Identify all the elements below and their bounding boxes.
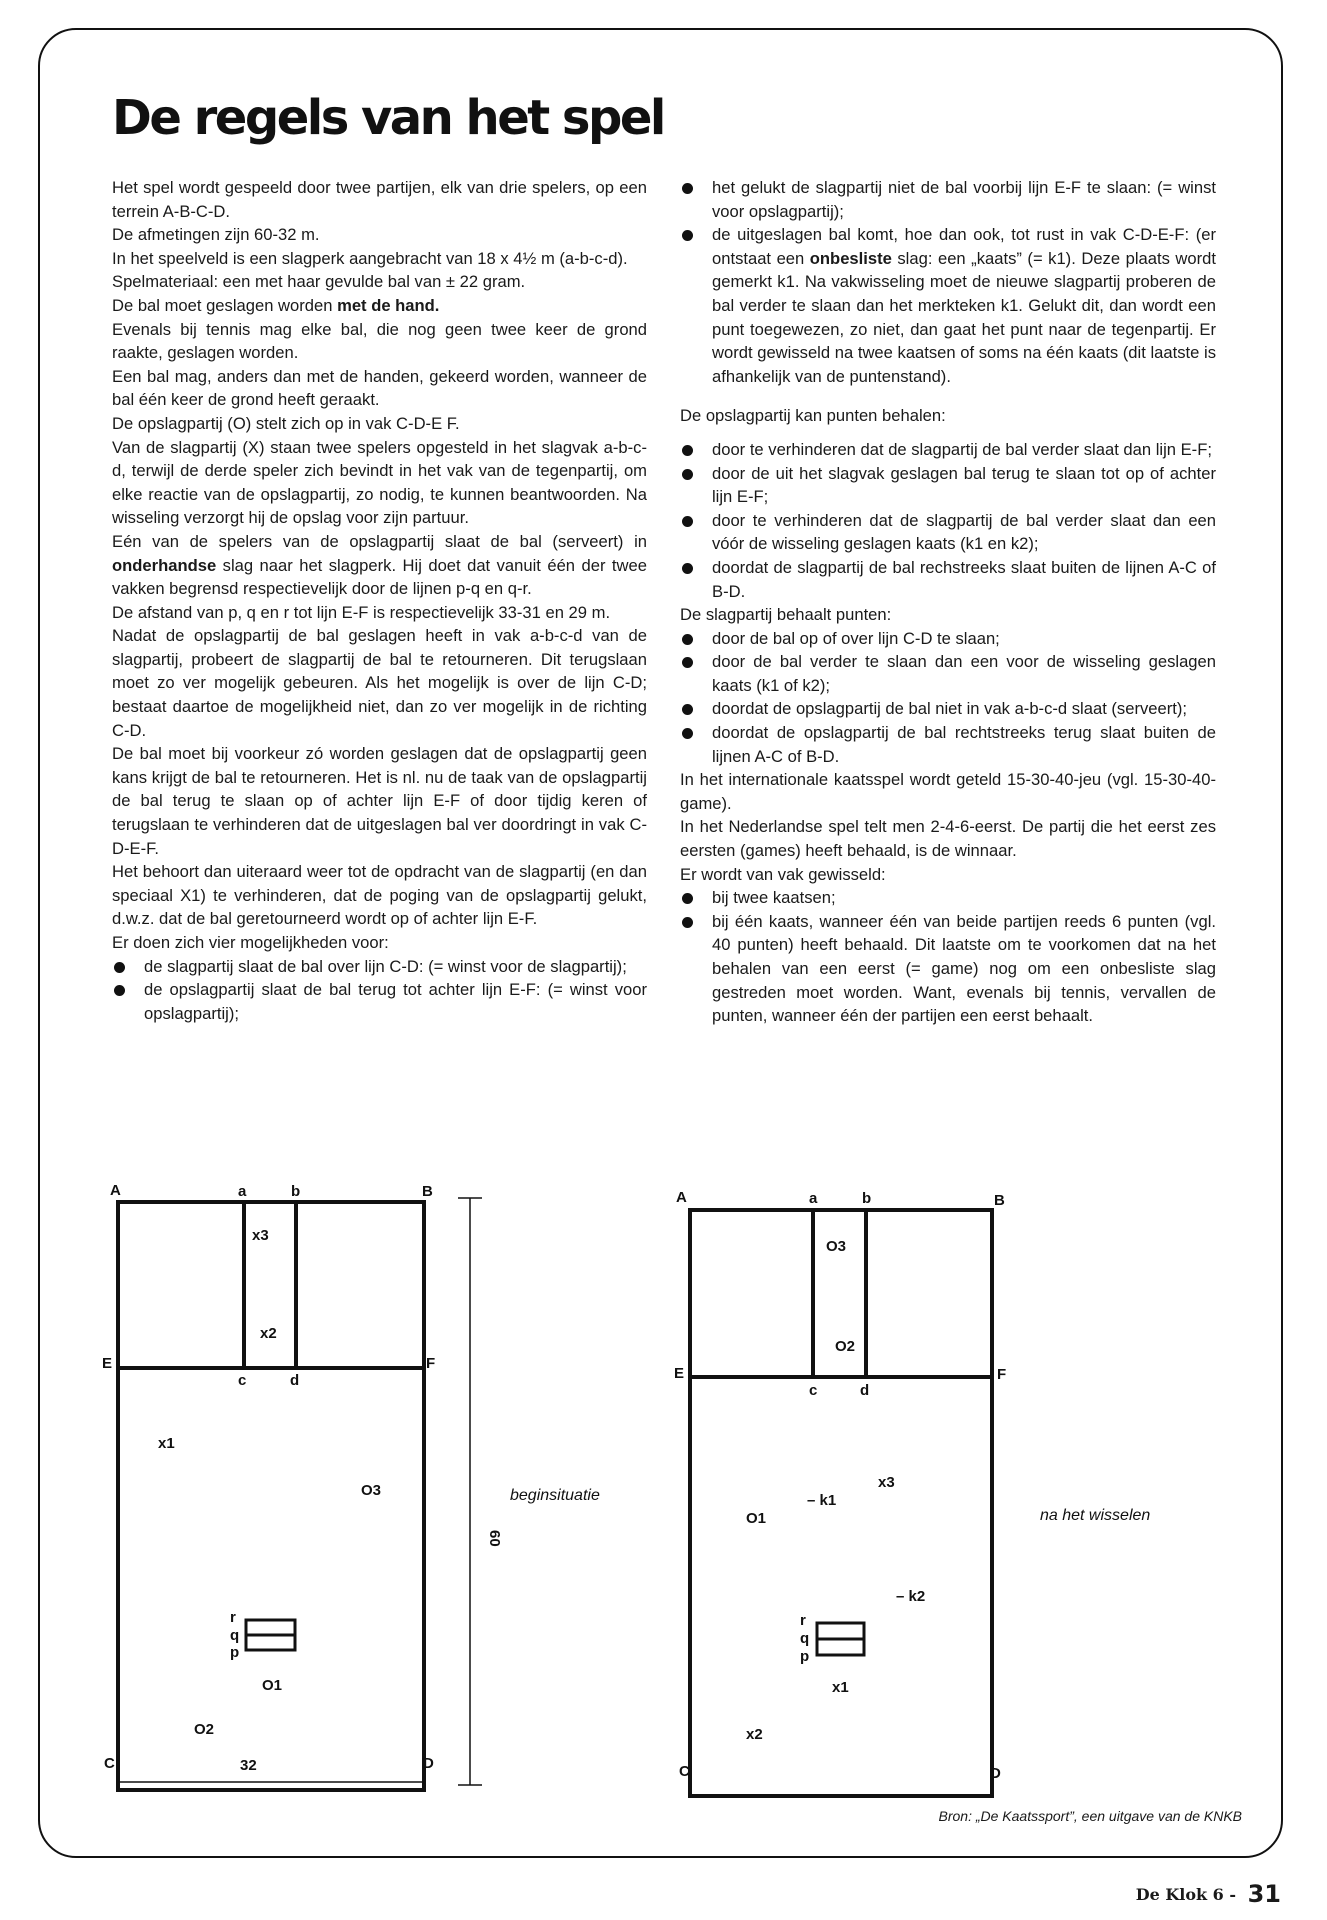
paragraph: Er wordt van vak gewisseld: bbox=[680, 864, 886, 884]
player-marker: x2 bbox=[260, 1325, 277, 1342]
paragraph: In het Nederlandse spel telt men 2-4-6-eerst. De partij die het eerst zes eersten (games) heeft behaald, is de winnaar. bbox=[680, 817, 1216, 861]
footer-separator: - bbox=[1229, 1885, 1237, 1904]
serve-line-label: p bbox=[230, 1644, 240, 1661]
corner-label: C bbox=[104, 1755, 115, 1772]
paragraph-hand-rule bbox=[112, 294, 647, 318]
serve-line-label: r bbox=[800, 1612, 806, 1629]
corner-label: A bbox=[676, 1189, 687, 1206]
page-title: De regels van het spel bbox=[112, 90, 664, 146]
emphasis-onderhandse: onderhandse bbox=[112, 555, 217, 575]
serve-line-label: p bbox=[800, 1648, 810, 1665]
left-column bbox=[112, 176, 647, 1025]
width-label: 32 bbox=[240, 1757, 257, 1774]
spacer bbox=[680, 428, 1216, 438]
corner-label: D bbox=[423, 1755, 434, 1772]
paragraph: Er doen zich vier mogelijkheden voor: bbox=[112, 933, 389, 952]
bullet-list bbox=[680, 176, 1216, 388]
paragraph: Een bal mag, anders dan met de handen, gekeerd worden, wanneer de bal één keer de grond heeft geraakt. bbox=[112, 366, 647, 410]
corner-label: C bbox=[679, 1763, 690, 1780]
list-item: door de bal op of over lijn C-D te slaan; bbox=[680, 627, 1216, 651]
list-item: door te verhinderen dat de slagpartij de bal verder slaat dan een vóór de wisseling geslagen kaats (k1 en k2); bbox=[680, 509, 1216, 556]
bullet-list bbox=[680, 438, 1216, 603]
emphasis-onbesliste: onbesliste bbox=[809, 248, 892, 268]
corner-label: D bbox=[990, 1765, 1001, 1782]
player-marker: O2 bbox=[194, 1721, 215, 1738]
text: Eén van de spelers van de opslagpartij slaat de bal (serveert) in bbox=[112, 531, 647, 551]
player-marker: x1 bbox=[158, 1435, 175, 1452]
spacer bbox=[680, 388, 1216, 404]
list-item: door de bal verder te slaan dan een voor de wisseling geslagen kaats (k1 of k2); bbox=[680, 650, 1216, 697]
right-column bbox=[680, 176, 1216, 1028]
player-marker: x3 bbox=[878, 1474, 895, 1491]
text: De bal moet geslagen worden bbox=[112, 295, 338, 315]
length-label: 60 bbox=[486, 1530, 503, 1547]
box-letter: d bbox=[860, 1382, 870, 1399]
text: de uitgeslagen bal komt, hoe dan ook, tot rust in vak C-D-E-F: (er ontstaat een bbox=[712, 225, 1216, 268]
text: slag: een „kaats” (= k1). Deze plaats wordt gemerkt k1. Na vakwisseling moet de nieuwe slagpartij proberen de bal verder te slaan dan het merkteken k1. Gelukt dit, dan wordt een punt toegewezen, zo niet, dan gaat het punt naar de tegenpartij. Er wordt gewisseld na twee kaatsen of soms na één kaats (dit laatste is afhankelijk van de puntenstand). bbox=[712, 248, 1216, 386]
kaats-dash: – bbox=[896, 1588, 909, 1605]
corner-label: B bbox=[994, 1192, 1005, 1209]
paragraph: Het behoort dan uiteraard weer tot de opdracht van de slagpartij (en dan speciaal X1) te verhinderen, dat de poging van de opslagpartij gelukt, d.w.z. dat de bal geretourneerd wordt op of achter lijn E-F. bbox=[112, 862, 647, 929]
bullet-list bbox=[680, 627, 1216, 769]
paragraph: De opslagpartij (O) stelt zich op in vak C-D-E F. bbox=[112, 413, 460, 433]
paragraph: In het internationale kaatsspel wordt geteld 15-30-40-jeu (vgl. 15-30-40-game). bbox=[680, 770, 1216, 813]
caption-beginsituatie: beginsituatie bbox=[510, 1487, 600, 1504]
corner-label: F bbox=[997, 1366, 1007, 1383]
paragraph: In het speelveld is een slagperk aangebracht van 18 x 4½ m (a-b-c-d). bbox=[112, 248, 628, 268]
list-item: de opslagpartij slaat de bal terug tot achter lijn E-F: (= winst voor opslagpartij); bbox=[112, 978, 647, 1025]
bullet-list bbox=[680, 886, 1216, 1028]
list-item: het gelukt de slagpartij niet de bal voorbij lijn E-F te slaan: (= winst voor opslagpartij); bbox=[680, 176, 1216, 223]
paragraph-serve bbox=[112, 530, 647, 601]
magazine-name: De Klok 6 bbox=[1135, 1885, 1224, 1904]
paragraph: De afstand van p, q en r tot lijn E-F is respectievelijk 33-31 en 29 m. bbox=[112, 602, 611, 622]
player-marker: O1 bbox=[746, 1510, 767, 1527]
paragraph: Van de slagpartij (X) staan twee spelers opgesteld in het slagvak a-b-c-d, terwijl de derde speler zich bevindt in het vak van de tegenpartij, om elke reactie van de opslagpartij, zo nodig, te kunnen beantwoorden. Na wisseling verzorgt hij de opslag voor zijn partuur. bbox=[112, 437, 647, 528]
paragraph: Nadat de opslagpartij de bal geslagen heeft in vak a-b-c-d van de slagpartij, probeert de slagpartij de bal te retourneren. Dit terugslaan moet zo ver mogelijk gebeuren. Als het mogelijk is over de lijn C-D; bestaat daartoe de mogelijkheid niet, dan zo ver mogelijk in de richting C-D. bbox=[112, 626, 647, 740]
emphasis-hand: met de hand. bbox=[337, 295, 440, 315]
list-item-kaats bbox=[680, 223, 1216, 388]
corner-label: A bbox=[110, 1182, 121, 1199]
paragraph: De opslagpartij kan punten behalen: bbox=[680, 406, 946, 426]
player-marker: O1 bbox=[262, 1677, 283, 1694]
bullet-list bbox=[112, 955, 647, 1026]
box-letter: c bbox=[809, 1382, 818, 1399]
list-item: bij één kaats, wanneer één van beide partijen reeds 6 punten (vgl. 40 punten) heeft behaald. Dit laatste om te voorkomen dat na het behalen van een eerst (= game) nog om een onbesliste slag gestreden moet worden. Want, evenals bij tennis, vervallen de punten, wanneer één der partijen een eerst behaalt. bbox=[680, 910, 1216, 1028]
list-item: door te verhinderen dat de slagpartij de bal verder slaat dan lijn E-F; bbox=[680, 438, 1216, 462]
paragraph: Het spel wordt gespeeld door twee partijen, elk van drie spelers, op een terrein A-B-C-D. bbox=[112, 178, 647, 221]
corner-label: B bbox=[422, 1183, 433, 1200]
page-footer bbox=[1136, 1880, 1281, 1908]
list-item: de slagpartij slaat de bal over lijn C-D: (= winst voor de slagpartij); bbox=[112, 955, 647, 979]
page-number: 31 bbox=[1247, 1880, 1281, 1908]
paragraph: De slagpartij behaalt punten: bbox=[680, 605, 892, 625]
list-item: doordat de opslagpartij de bal rechtstreeks terug slaat buiten de lijnen A-C of B-D. bbox=[680, 721, 1216, 768]
serve-line-label: q bbox=[800, 1630, 810, 1647]
player-marker: x3 bbox=[252, 1227, 269, 1244]
kaats-label: k1 bbox=[819, 1492, 837, 1509]
text: slag naar het slagperk. Hij doet dat vanuit één der twee vakken begrensd respectievelijk door de lijnen p-q en q-r. bbox=[112, 555, 647, 599]
corner-label: F bbox=[426, 1355, 436, 1372]
kaats-label: k2 bbox=[908, 1588, 926, 1605]
list-item: doordat de slagpartij de bal rechstreeks slaat buiten de lijnen A-C of B-D. bbox=[680, 556, 1216, 603]
source-credit: Bron: „De Kaatssport”, een uitgave van de KNKB bbox=[938, 1808, 1242, 1824]
box-letter: b bbox=[291, 1183, 301, 1200]
player-marker: x1 bbox=[832, 1679, 849, 1696]
paragraph: De afmetingen zijn 60-32 m. bbox=[112, 225, 320, 245]
box-letter: c bbox=[238, 1372, 247, 1389]
player-marker: x2 bbox=[746, 1726, 763, 1743]
paragraph: De bal moet bij voorkeur zó worden geslagen dat de opslagpartij geen kans krijgt de bal te retourneren. Het is nl. nu de taak van de opslagpartij de bal terug te slaan op of achter lijn E-F of door tijdig keren of terugslaan te verhinderen dat de uitgeslagen bal ver doordringt in vak C-D-E-F. bbox=[112, 744, 647, 858]
list-item: bij twee kaatsen; bbox=[680, 886, 1216, 910]
paragraph: Evenals bij tennis mag elke bal, die nog geen twee keer de grond raakte, geslagen worden. bbox=[112, 319, 647, 363]
list-item: door de uit het slagvak geslagen bal terug te slaan tot op of achter lijn E-F; bbox=[680, 462, 1216, 509]
player-marker: O3 bbox=[361, 1482, 382, 1499]
box-letter: a bbox=[809, 1190, 818, 1207]
paragraph: Spelmateriaal: een met haar gevulde bal van ± 22 gram. bbox=[112, 272, 526, 292]
box-letter: d bbox=[290, 1372, 300, 1389]
court-left bbox=[90, 1175, 610, 1775]
list-item: doordat de opslagpartij de bal niet in vak a-b-c-d slaat (serveert); bbox=[680, 697, 1216, 721]
player-marker: O2 bbox=[835, 1338, 856, 1355]
caption-na-het-wisselen: na het wisselen bbox=[1040, 1507, 1151, 1524]
box-letter: a bbox=[238, 1183, 247, 1200]
corner-label: E bbox=[102, 1355, 113, 1372]
kaats-dash: – bbox=[807, 1492, 820, 1509]
box-letter: b bbox=[862, 1190, 872, 1207]
serve-line-label: q bbox=[230, 1627, 240, 1644]
player-marker: O3 bbox=[826, 1238, 847, 1255]
serve-line-label: r bbox=[230, 1609, 236, 1626]
corner-label: E bbox=[674, 1365, 685, 1382]
